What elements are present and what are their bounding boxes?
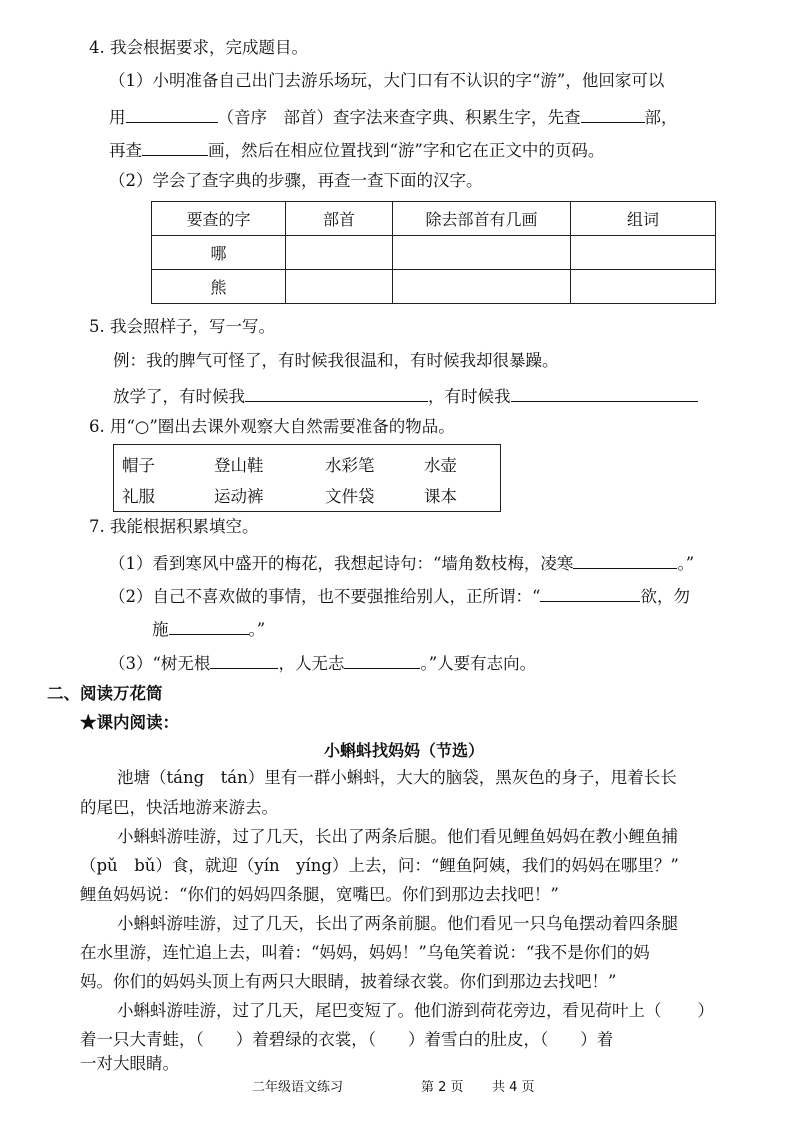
table-cell: 哪 — [152, 236, 286, 270]
q7-text: （2）自己不喜欢做的事情，也不要强推给别人，正所谓：“ — [109, 587, 541, 606]
answer-blank[interactable] — [210, 650, 278, 669]
passage-line — [117, 1000, 714, 1022]
q7-text: （1）看到寒风中盛开的梅花，我想起诗句：“墙角数枝梅，凌寒 — [109, 554, 574, 573]
section-title: 二、阅读万花筒 — [47, 684, 163, 703]
passage-line: 小蝌蚪游哇游，过了几天，长出了两条后腿。他们看见鲤鱼妈妈在教小鲤鱼捕 — [117, 827, 678, 846]
table-cell: 熊 — [152, 270, 286, 304]
q4-part1-line3 — [109, 137, 604, 162]
table-cell[interactable] — [286, 236, 393, 270]
footer-title: 二年级语文练习 — [252, 1080, 344, 1095]
item-option[interactable]: 文件袋 — [325, 487, 375, 506]
q7-text: （3）“树无根 — [109, 654, 211, 673]
q4-text: 部， — [644, 108, 678, 127]
item-option[interactable]: 礼服 — [122, 487, 155, 506]
passage-line: 小蝌蚪游哇游，过了几天，长出了两条前腿。他们看见一只乌龟摆动着四条腿 — [117, 914, 678, 933]
passage-line: （pǔ bǔ）食，就迎（yín yíng）上去，问：“鲤鱼阿姨，我们的妈妈在哪里？” — [80, 856, 679, 875]
passage-text: 小蝌蚪游哇游，过了几天，尾巴变短了。他们游到荷花旁边，看见荷叶上（ — [117, 1001, 662, 1020]
q5-example: 例：我的脾气可怪了，有时候我很温和，有时候我却很暴躁。 — [113, 351, 559, 370]
q5-fill — [113, 383, 698, 408]
q7-text: 。”人要有志向。 — [420, 654, 537, 673]
table-header: 除去部首有几画 — [393, 202, 571, 236]
answer-blank[interactable] — [573, 550, 677, 569]
table-header: 部首 — [286, 202, 393, 236]
passage-text: ）着 — [580, 1030, 614, 1049]
answer-blank[interactable] — [126, 104, 218, 123]
passage-line: 在水里游，连忙追上去，叫着：“妈妈，妈妈！”乌龟笑着说：“我不是你们的妈 — [80, 943, 650, 962]
q4-text: 再查 — [109, 141, 142, 160]
passage-line — [80, 1029, 613, 1051]
q4-part2: （2）学会了查字典的步骤，再查一查下面的汉字。 — [109, 171, 483, 190]
q4-part1-line2 — [109, 104, 678, 129]
item-option[interactable]: 课本 — [424, 487, 457, 506]
item-option[interactable]: 登山鞋 — [214, 456, 264, 475]
answer-blank[interactable] — [540, 583, 640, 602]
item-option[interactable]: 帽子 — [122, 456, 155, 475]
q4-title: 4. 我会根据要求，完成题目。 — [89, 38, 308, 57]
passage-text: ） — [697, 1001, 714, 1020]
q5-text: 放学了，有时候我 — [113, 387, 245, 406]
q7-part1 — [109, 550, 694, 575]
item-option[interactable]: 水彩笔 — [325, 456, 375, 475]
answer-blank[interactable] — [169, 616, 249, 635]
q4-part1-line1: （1）小明准备自己出门去游乐场玩，大门口有不认识的字“游”，他回家可以 — [109, 71, 665, 90]
q6-title: 6. 用“○”圈出去课外观察大自然需要准备的物品。 — [89, 417, 455, 436]
table-cell[interactable] — [393, 270, 571, 304]
table-header-row — [152, 202, 716, 236]
q4-text: 画，然后在相应位置找到“游”字和它在正文中的页码。 — [208, 141, 605, 160]
q7-text: 施 — [152, 620, 169, 639]
q4-text: 用 — [109, 108, 126, 127]
table-row — [152, 236, 716, 270]
answer-blank[interactable] — [581, 104, 645, 123]
answer-blank[interactable] — [344, 650, 420, 669]
item-option[interactable]: 运动裤 — [214, 487, 264, 506]
q5-title: 5. 我会照样子，写一写。 — [89, 317, 275, 336]
footer-total: 共 4 页 — [492, 1080, 535, 1095]
q7-title: 7. 我能根据积累填空。 — [89, 517, 259, 536]
table-cell[interactable] — [571, 270, 716, 304]
lookup-table — [151, 201, 716, 304]
q7-text: 。” — [248, 620, 266, 639]
answer-blank[interactable] — [245, 383, 428, 402]
q7-text: ，人无志 — [278, 654, 345, 673]
q7-part2-cont — [152, 616, 265, 641]
table-cell[interactable] — [571, 236, 716, 270]
q7-text: 。” — [677, 554, 695, 573]
table-cell[interactable] — [286, 270, 393, 304]
answer-blank[interactable] — [511, 383, 698, 402]
section-subtitle: ★课内阅读： — [80, 713, 179, 732]
passage-text: ）着碧绿的衣裳，（ — [235, 1030, 376, 1049]
q7-text: 欲，勿 — [640, 587, 690, 606]
footer-page: 第 2 页 — [421, 1080, 464, 1095]
passage-text: ）着雪白的肚皮，（ — [408, 1030, 549, 1049]
passage-line: 的尾巴，快活地游来游去。 — [80, 798, 278, 817]
answer-blank[interactable] — [142, 137, 208, 156]
table-cell[interactable] — [393, 236, 571, 270]
passage-line: 池塘（táng tán）里有一群小蝌蚪，大大的脑袋，黑灰色的身子，甩着长长 — [117, 768, 677, 787]
passage-title: 小蝌蚪找妈妈（节选） — [324, 741, 485, 760]
q4-text: （音序 部首）查字法来查字典、积累生字，先查 — [217, 108, 581, 127]
q7-part3 — [109, 650, 536, 675]
table-header: 要查的字 — [152, 202, 286, 236]
passage-line: 鲤鱼妈妈说：“你们的妈妈四条腿，宽嘴巴。你们到那边去找吧！” — [80, 885, 559, 904]
item-option[interactable]: 水壶 — [424, 456, 457, 475]
table-row — [152, 270, 716, 304]
passage-line: 一对大眼睛。 — [80, 1054, 179, 1073]
table-header: 组词 — [571, 202, 716, 236]
passage-text: 着一只大青蛙，（ — [80, 1030, 204, 1049]
q7-part2 — [109, 583, 690, 608]
q5-text: ，有时候我 — [428, 387, 511, 406]
items-box — [113, 444, 501, 512]
passage-line: 妈。你们的妈妈头顶上有两只大眼睛，披着绿衣裳。你们到那边去找吧！” — [80, 972, 617, 991]
